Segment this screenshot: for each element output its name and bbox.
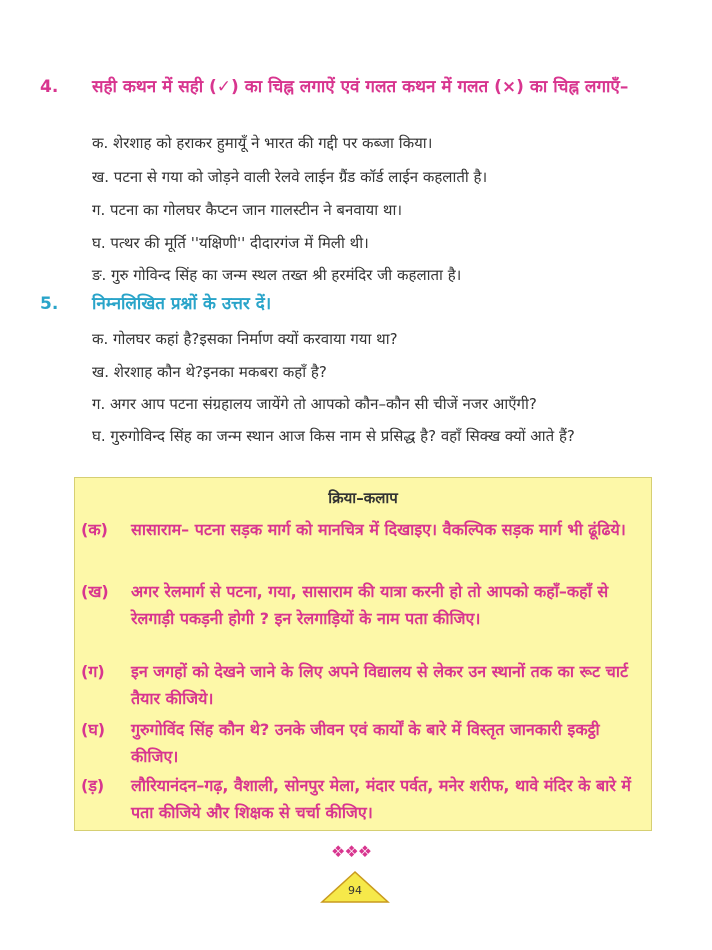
list-item: क. शेरशाह को हराकर हुमायूँ ने भारत की गद्दी पर कब्जा किया।	[92, 134, 433, 152]
list-item: घ. पत्थर की मूर्ति ''यक्षिणी'' दीदारगंज में मिली थी।	[92, 234, 369, 252]
question-number: 5.	[40, 294, 59, 314]
decorative-ornament: ❖❖❖	[331, 842, 372, 861]
page-number: 94	[348, 884, 362, 897]
question-4-heading	[40, 74, 670, 100]
list-item: क. गोलघर कहां है?इसका निर्माण क्यों करवाया गया था?	[92, 330, 398, 348]
activity-item	[81, 658, 641, 712]
list-item: ग. पटना का गोलघर कैप्टन जान गालस्टीन ने बनवाया था।	[92, 201, 403, 219]
activity-item	[81, 516, 641, 543]
activity-tag: (ग)	[81, 662, 105, 681]
activity-text: इन जगहों को देखने जाने के लिए अपने विद्यालय से लेकर उन स्थानों तक का रूट चार्ट तैयार कीजिये।	[131, 662, 629, 708]
activity-title: क्रिया–कलाप	[328, 489, 398, 507]
question-text: सही कथन में सही (✓) का चिह्न लगाऐं एवं गलत कथन में गलत (×) का चिह्न लगाएँ–	[92, 77, 629, 97]
activity-tag: (ड़)	[81, 776, 105, 795]
list-item: ख. पटना से गया को जोड़ने वाली रेलवे लाईन ग्रैंड कॉर्ड लाईन कहलाती है।	[92, 168, 488, 186]
question-5-heading	[40, 291, 271, 317]
activity-tag: (ख)	[81, 582, 109, 601]
activity-text: लौरियानंदन–गढ़, वैशाली, सोनपुर मेला, मंदार पर्वत, मनेर शरीफ, थावे मंदिर के बारे में पता कीजिये और शिक्षक से चर्चा कीजिए।	[131, 776, 632, 822]
list-item: ख. शेरशाह कौन थे?इनका मकबरा कहाँ है?	[92, 363, 327, 381]
activity-tag: (घ)	[81, 720, 106, 739]
activity-tag: (क)	[81, 520, 108, 539]
question-text: निम्नलिखित प्रश्नों के उत्तर दें।	[92, 294, 272, 314]
activity-text: सासाराम– पटना सड़क मार्ग को मानचित्र में दिखाइए। वैकल्पिक सड़क मार्ग भी ढूंढिये।	[131, 520, 626, 539]
activity-box	[74, 477, 652, 831]
page-number-badge	[318, 870, 392, 904]
activity-item	[81, 578, 641, 632]
activity-text: गुरुगोविंद सिंह कौन थे? उनके जीवन एवं कार्यों के बारे में विस्तृत जानकारी इकट्ठी कीजिए।	[131, 720, 600, 766]
activity-item	[81, 772, 641, 826]
activity-item	[81, 716, 641, 770]
activity-text: अगर रेलमार्ग से पटना, गया, सासाराम की यात्रा करनी हो तो आपको कहाँ–कहाँ से रेलगाड़ी पकड़नी होगी ? इन रेलगाड़ियों के नाम पता कीजिए।	[131, 582, 609, 628]
question-number: 4.	[40, 77, 59, 97]
list-item: ङ. गुरु गोविन्द सिंह का जन्म स्थल तख्त श्री हरमंदिर जी कहलाता है।	[92, 266, 462, 284]
list-item: ग. अगर आप पटना संग्रहालय जायेंगे तो आपको कौन–कौन सी चीजें नजर आएँगी?	[92, 395, 537, 413]
list-item: घ. गुरुगोविन्द सिंह का जन्म स्थान आज किस नाम से प्रसिद्ध है? वहाँ सिक्ख क्यों आते हैं?	[92, 427, 575, 445]
